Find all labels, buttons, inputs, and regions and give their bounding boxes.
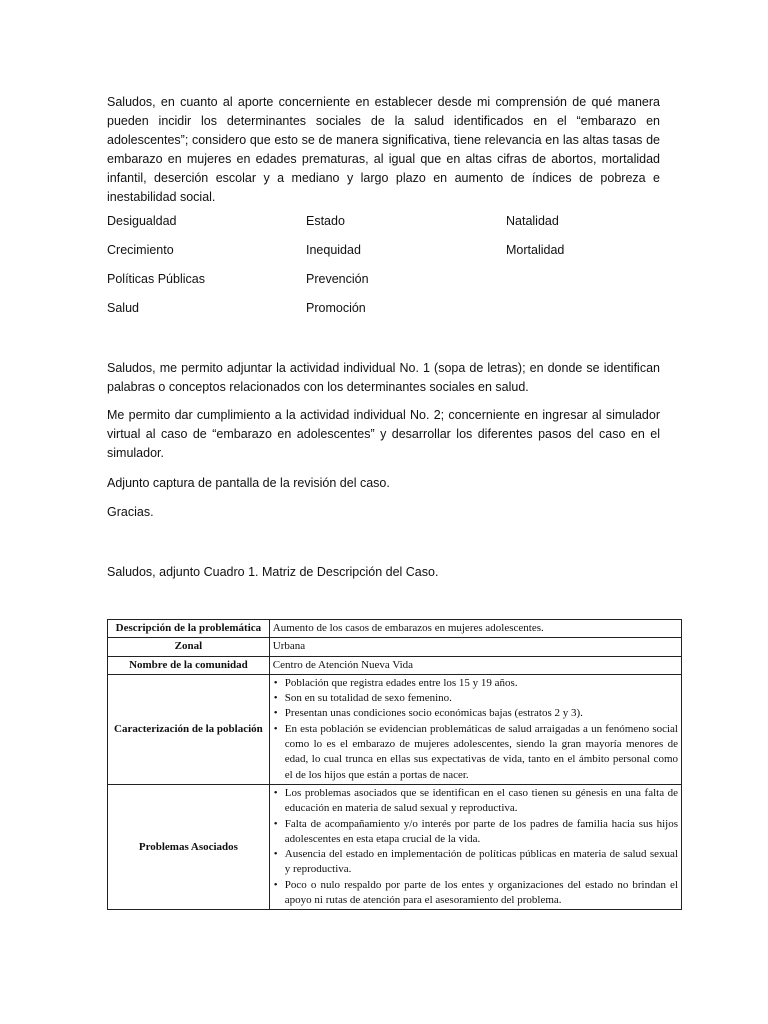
term: Promoción <box>306 301 366 315</box>
list-item: • Son en su totalidad de sexo femenino. <box>273 691 678 706</box>
term: Salud <box>107 301 139 315</box>
terms-grid <box>107 212 667 328</box>
term: Inequidad <box>306 243 361 257</box>
term: Prevención <box>306 272 369 286</box>
table-row <box>108 620 682 638</box>
row-value <box>269 784 681 909</box>
row-label: Zonal <box>108 638 270 656</box>
term: Políticas Públicas <box>107 272 205 286</box>
list-item: • Poco o nulo respaldo por parte de los entes y organizaciones del estado no brindan el apoyo ni rutas de atención para el asesoramiento del problema. <box>273 878 678 909</box>
term: Estado <box>306 214 345 228</box>
matrix-intro: Saludos, adjunto Cuadro 1. Matriz de Descripción del Caso. <box>107 565 439 579</box>
row-value: Centro de Atención Nueva Vida <box>269 656 681 674</box>
table-row <box>108 674 682 784</box>
intro-paragraph: Saludos, en cuanto al aporte concerniente en establecer desde mi comprensión de qué manera pueden incidir los determinantes sociales de la salud identificados en el “embarazo en adolescentes”; considero que esto se de manera significativa, tiene relevancia en las altas tasas de embarazo en mujeres en edades prematuras, al igual que en altas cifras de abortos, mortalidad infantil, deserción escolar y a mediano y largo plazo en aumento de índices de pobreza e inestabilidad social. <box>107 95 660 204</box>
row-label: Nombre de la comunidad <box>108 656 270 674</box>
terms-row <box>107 270 667 299</box>
list-item: • Los problemas asociados que se identifican en el caso tienen su génesis en una falta de educación en materia de salud sexual y reproductiva. <box>273 786 678 817</box>
term: Natalidad <box>506 214 559 228</box>
term: Mortalidad <box>506 243 565 257</box>
list-item: • Presentan unas condiciones socio económicas bajas (estratos 2 y 3). <box>273 706 678 721</box>
list-item: • Población que registra edades entre los 15 y 19 años. <box>273 676 678 691</box>
terms-row <box>107 241 667 270</box>
case-matrix-table <box>107 619 682 910</box>
bullet-list <box>273 786 678 908</box>
row-label: Caracterización de la población <box>108 674 270 784</box>
thanks-text: Gracias. <box>107 505 154 519</box>
term: Desigualdad <box>107 214 177 228</box>
activity-1-paragraph: Saludos, me permito adjuntar la actividad individual No. 1 (sopa de letras); en donde se identifican palabras o conceptos relacionados con los determinantes sociales en salud. <box>107 361 660 394</box>
activity-2-paragraph: Me permito dar cumplimiento a la actividad individual No. 2; concerniente en ingresar al simulador virtual al caso de “embarazo en adolescentes” y desarrollar los diferentes pasos del caso en el simulador. <box>107 408 660 460</box>
term: Crecimiento <box>107 243 174 257</box>
table-row <box>108 784 682 909</box>
row-value <box>269 674 681 784</box>
list-item: • En esta población se evidencian problemáticas de salud arraigadas a un fenómeno social como lo es el embarazo de mujeres adolescentes, siendo la gran mayoría menores de edad, lo cual trunca en ellas sus expectativas de vida, tanto en el ámbito personal como el de los hijos que están a portas de nacer. <box>273 722 678 783</box>
row-label: Descripción de la problemática <box>108 620 270 638</box>
list-item: • Falta de acompañamiento y/o interés por parte de los padres de familia hacia sus hijos adolescentes en esta etapa crucial de la vida. <box>273 817 678 848</box>
list-item: • Ausencia del estado en implementación de políticas públicas en materia de salud sexual y reproductiva. <box>273 847 678 878</box>
terms-row <box>107 299 667 328</box>
row-label: Problemas Asociados <box>108 784 270 909</box>
capture-note: Adjunto captura de pantalla de la revisión del caso. <box>107 476 390 490</box>
row-value: Urbana <box>269 638 681 656</box>
terms-row <box>107 212 667 241</box>
row-value: Aumento de los casos de embarazos en mujeres adolescentes. <box>269 620 681 638</box>
table-row <box>108 656 682 674</box>
table-row <box>108 638 682 656</box>
bullet-list <box>273 676 678 783</box>
